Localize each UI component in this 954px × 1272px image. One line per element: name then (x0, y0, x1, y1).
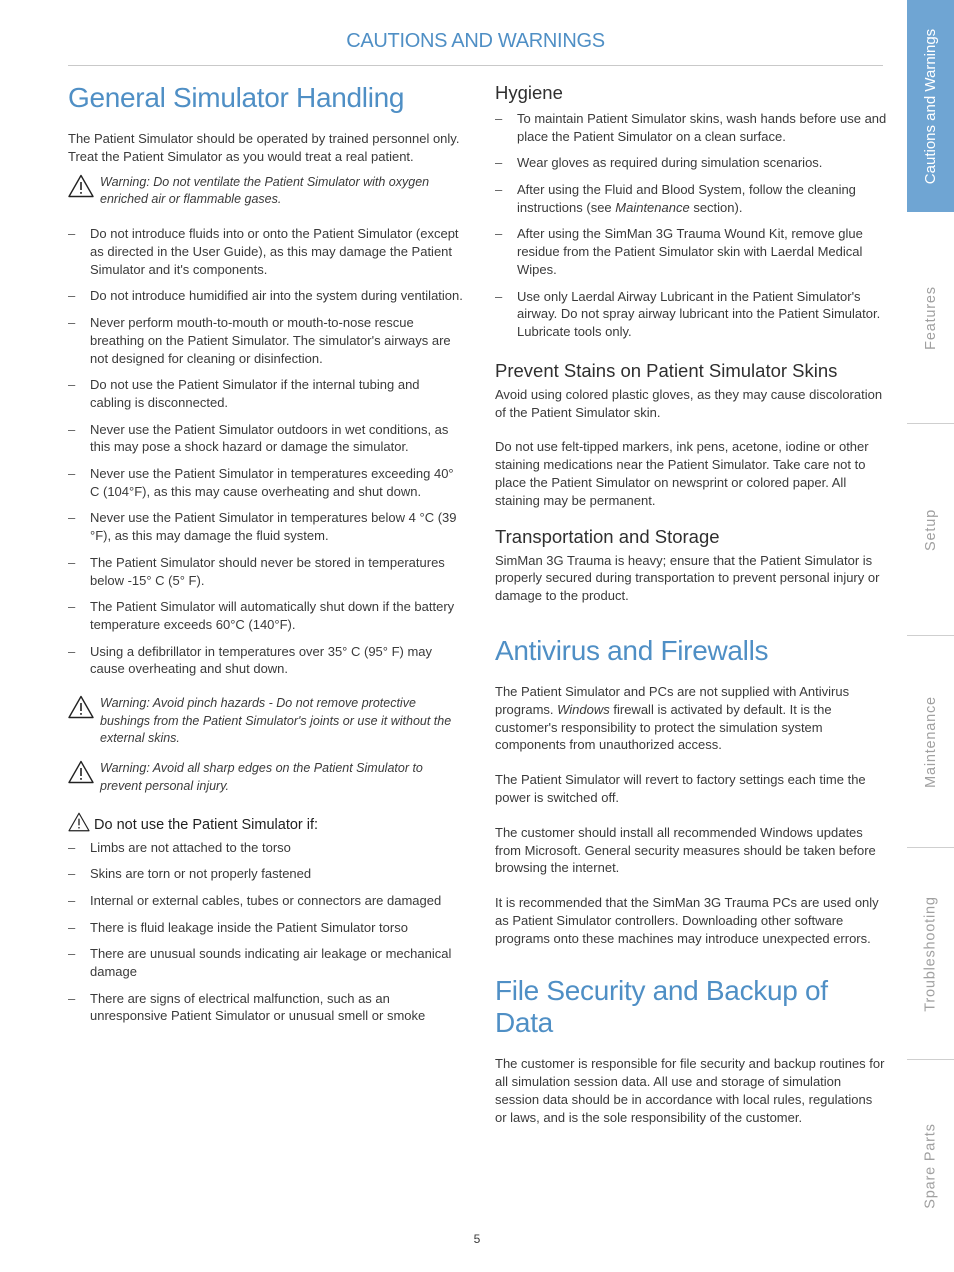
stains-paragraph-2: Do not use felt-tipped markers, ink pens, acetone, iodine or other staining medications near the Patient Simulator. Take care not to place the Patient Simulator on newsprint or colored paper. All staining may be permanent. (495, 439, 869, 508)
tab-features[interactable] (907, 212, 954, 423)
warning-icon (68, 695, 94, 719)
donot-heading-text: Do not use the Patient Simulator if: (94, 816, 319, 833)
stains-paragraph-1: Avoid using colored plastic gloves, as they may cause discoloration of the Patient Simulator skin. (495, 386, 883, 420)
intro-paragraph: The Patient Simulator should be operated by trained personnel only. Treat the Patient Simulator as you would treat a real patient. (68, 131, 460, 164)
tab-label: Cautions and Warnings (922, 28, 939, 184)
donot-heading (68, 812, 463, 833)
list-item: – Use only Laerdal Airway Lubricant in the Patient Simulator's airway. Do not spray airway lubricant into the Patient Simulator. Lubricate tools only. (495, 288, 887, 341)
antivirus-paragraph-3: The customer should install all recommended Windows updates from Microsoft. General security measures should be taken before browsing the internet. (495, 824, 876, 876)
antivirus-paragraph-2: The Patient Simulator will revert to factory settings each time the power is switched off. (495, 772, 866, 805)
tab-label: Spare Parts (922, 1123, 939, 1209)
list-item: – Never use the Patient Simulator outdoors in wet conditions, as this may pose a shock hazard or damage the simulator. (68, 421, 463, 457)
list-item (495, 181, 887, 217)
tab-troubleshooting[interactable] (907, 848, 954, 1059)
tab-label: Features (922, 285, 939, 350)
list-item: – Do not introduce humidified air into the system during ventilation. (68, 287, 463, 305)
list-item: – Never use the Patient Simulator in temperatures below 4 °C (39 °F), as this may damage the fluid system. (68, 509, 463, 545)
handling-list (68, 225, 463, 678)
list-item: – Using a defibrillator in temperatures over 35° C (95° F) may cause overheating and shut down. (68, 643, 463, 679)
page-number: 5 (473, 1232, 481, 1246)
section-title-antivirus: Antivirus and Firewalls (495, 634, 769, 666)
right-column (495, 82, 887, 1127)
list-item-emphasis: Maintenance (615, 199, 690, 215)
section-title-file-security: File Security and Backup of Data (495, 975, 828, 1039)
donot-list (68, 839, 463, 1025)
list-item: – The Patient Simulator should never be stored in temperatures below -15° C (5° F). (68, 554, 463, 590)
file-security-paragraph: The customer is responsible for file security and backup routines for all simulation session data. All use and storage of simulation session data should be in accordance with local rules, regulations or laws, and is the sole responsibility of the customer. (495, 1056, 885, 1125)
warning-icon (68, 174, 94, 198)
list-item: – To maintain Patient Simulator skins, wash hands before use and place the Patient Simulator on a clean surface. (495, 110, 887, 146)
tab-maintenance[interactable] (907, 636, 954, 847)
list-item: – There is fluid leakage inside the Patient Simulator torso (68, 919, 463, 937)
list-item-text: section). (689, 199, 743, 215)
list-item: – Internal or external cables, tubes or connectors are damaged (68, 892, 463, 910)
paragraph-text: firewall is activated by default. It is the customer's responsibility to protect the simulation system components from unauthorized access. (495, 701, 832, 753)
tab-label: Setup (922, 508, 939, 551)
left-column (68, 82, 463, 1034)
transport-paragraph: SimMan 3G Trauma is heavy; ensure that the Patient Simulator is properly secured during transportation to prevent personal injury or damage to the product. (495, 552, 880, 604)
section-title-stains: Prevent Stains on Patient Simulator Skins (495, 359, 838, 381)
warning-pinch (68, 695, 463, 748)
tab-label: Troubleshooting (922, 895, 939, 1012)
list-item: – There are signs of electrical malfunction, such as an unresponsive Patient Simulator or unusual smell or smoke (68, 990, 463, 1026)
section-title-general-handling: General Simulator Handling (68, 82, 405, 113)
list-item: – After using the SimMan 3G Trauma Wound Kit, remove glue residue from the Patient Simulator skin with Laerdal Medical Wipes. (495, 225, 887, 278)
warning-oxygen (68, 174, 463, 210)
antivirus-paragraph-4: It is recommended that the SimMan 3G Trauma PCs are used only as Patient Simulator controllers. Downloading other software programs onto these machines may introduce unexpected errors. (495, 895, 879, 946)
list-item-text: After using the Fluid and Blood System, follow the cleaning instructions (see (517, 181, 856, 215)
paragraph-text: The Patient Simulator and PCs are not supplied with Antivirus programs. (495, 683, 850, 717)
tab-label: Maintenance (922, 695, 939, 788)
page-header: CAUTIONS AND WARNINGS (346, 30, 605, 52)
list-item: – Wear gloves as required during simulation scenarios. (495, 154, 887, 172)
paragraph-emphasis: Windows (557, 701, 610, 717)
header-divider (68, 65, 883, 66)
warning-sharp-edges (68, 760, 463, 796)
list-item: – There are unusual sounds indicating air leakage or mechanical damage (68, 945, 463, 981)
list-item: – Do not use the Patient Simulator if the internal tubing and cabling is disconnected. (68, 376, 463, 412)
warning-text: Warning: Do not ventilate the Patient Simulator with oxygen enriched air or flammable gases. (100, 174, 430, 207)
tab-spare-parts[interactable] (907, 1060, 954, 1272)
warning-icon (68, 760, 94, 784)
list-item: – Skins are torn or not properly fastened (68, 865, 463, 883)
antivirus-paragraph-1 (495, 683, 887, 754)
list-item: – Do not introduce fluids into or onto the Patient Simulator (except as directed in the User Guide), as this may damage the Patient Simulator and it's components. (68, 225, 463, 278)
warning-icon (68, 812, 90, 832)
chapter-tabs (907, 0, 954, 1272)
list-item: – The Patient Simulator will automatically shut down if the battery temperature exceeds 60°C (140°F). (68, 598, 463, 634)
warning-text: Warning: Avoid pinch hazards - Do not remove protective bushings from the Patient Simulator's joints or use it without the external skins. (100, 695, 452, 746)
list-item: – Never use the Patient Simulator in temperatures exceeding 40° C (104°F), as this may cause overheating and shut down. (68, 465, 463, 501)
section-title-transport: Transportation and Storage (495, 525, 720, 547)
tab-setup[interactable] (907, 424, 954, 635)
list-item: – Limbs are not attached to the torso (68, 839, 463, 857)
warning-text: Warning: Avoid all sharp edges on the Patient Simulator to prevent personal injury. (100, 761, 423, 794)
list-item: – Never perform mouth-to-mouth or mouth-to-nose rescue breathing on the Patient Simulator. The simulator's airways are not designed for cleaning or disinfection. (68, 314, 463, 367)
hygiene-list (495, 110, 887, 341)
tab-cautions-and-warnings[interactable] (907, 0, 954, 212)
section-title-hygiene: Hygiene (495, 82, 563, 103)
